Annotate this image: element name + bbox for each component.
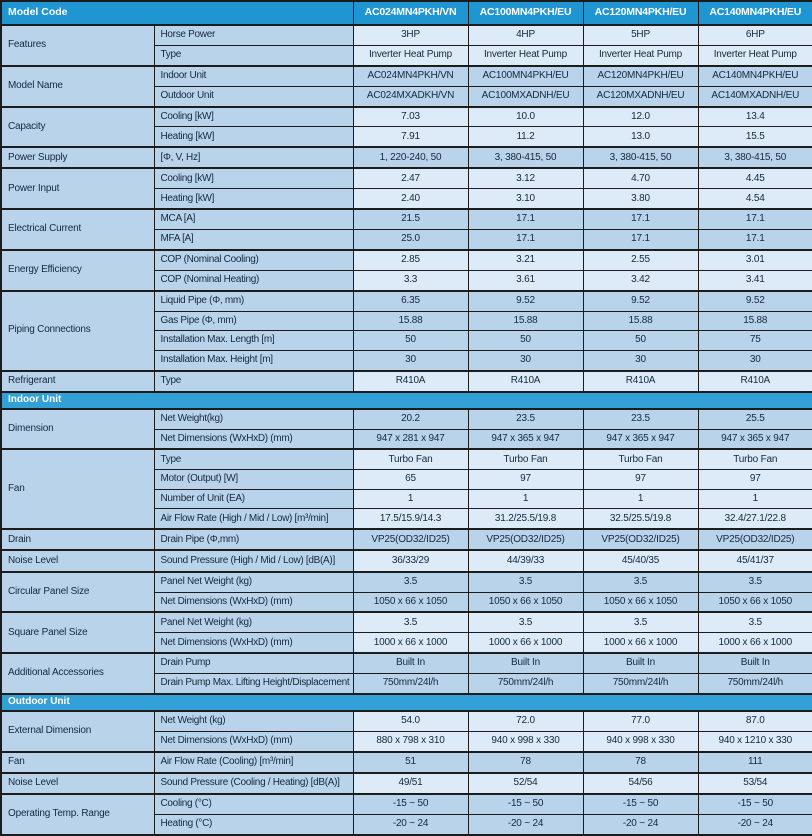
model-code-ac024mn4pkh-vn: AC024MN4PKH/VN: [353, 1, 468, 25]
row-label: Air Flow Rate (Cooling) [m³/min]: [154, 752, 353, 773]
model-code-header-row: [1, 1, 812, 25]
value-cell: 947 x 365 x 947: [583, 429, 698, 449]
row-label: MCA [A]: [154, 209, 353, 229]
value-cell: Inverter Heat Pump: [698, 45, 812, 65]
value-cell: 12.0: [583, 107, 698, 127]
value-cell: 49/51: [353, 773, 468, 794]
value-cell: 3.5: [353, 572, 468, 592]
value-cell: 3.5: [583, 572, 698, 592]
value-cell: Inverter Heat Pump: [583, 45, 698, 65]
row-label: Drain Pump Max. Lifting Height/Displacement: [154, 674, 353, 694]
model-code-ac100mn4pkh-eu: AC100MN4PKH/EU: [468, 1, 583, 25]
category-power-supply: Power Supply: [1, 147, 154, 168]
value-cell: 77.0: [583, 711, 698, 731]
value-cell: 17.5/15.9/14.3: [353, 509, 468, 529]
value-cell: 17.1: [468, 230, 583, 250]
value-cell: 30: [698, 350, 812, 370]
value-cell: 940 x 998 x 330: [583, 731, 698, 751]
value-cell: 15.88: [698, 311, 812, 331]
row-label: Installation Max. Height [m]: [154, 350, 353, 370]
value-cell: 53/54: [698, 773, 812, 794]
row-label: Drain Pump: [154, 653, 353, 673]
value-cell: 97: [698, 470, 812, 490]
row-label: Net Dimensions (WxHxD) (mm): [154, 592, 353, 612]
value-cell: 78: [468, 752, 583, 773]
value-cell: 30: [468, 350, 583, 370]
value-cell: 3.12: [468, 168, 583, 188]
value-cell: -15 ~ 50: [698, 794, 812, 814]
value-cell: 6HP: [698, 25, 812, 45]
category-external-dimension: External Dimension: [1, 711, 154, 752]
category-dimension: Dimension: [1, 409, 154, 450]
spec-row-power-input-cooling-kw: [1, 168, 812, 188]
value-cell: VP25(OD32/ID25): [583, 529, 698, 550]
value-cell: 3.01: [698, 250, 812, 270]
row-label: Cooling (°C): [154, 794, 353, 814]
value-cell: 23.5: [468, 409, 583, 429]
value-cell: AC120MXADNH/EU: [583, 86, 698, 106]
value-cell: 75: [698, 331, 812, 351]
category-power-input: Power Input: [1, 168, 154, 209]
row-label: Net Dimensions (WxHxD) (mm): [154, 731, 353, 751]
spec-row-energy-efficiency-cop-nominal-cooling: [1, 250, 812, 270]
category-fan: Fan: [1, 752, 154, 773]
value-cell: 4.54: [698, 189, 812, 209]
category-model-name: Model Name: [1, 66, 154, 107]
value-cell: 750mm/24l/h: [353, 674, 468, 694]
value-cell: 17.1: [583, 230, 698, 250]
value-cell: 3HP: [353, 25, 468, 45]
value-cell: 44/39/33: [468, 550, 583, 571]
category-circular-panel-size: Circular Panel Size: [1, 572, 154, 613]
value-cell: 9.52: [583, 291, 698, 311]
value-cell: 947 x 365 x 947: [698, 429, 812, 449]
value-cell: 3.5: [468, 612, 583, 632]
value-cell: 3.5: [698, 572, 812, 592]
row-label: Sound Pressure (High / Mid / Low) [dB(A)]: [154, 550, 353, 571]
value-cell: 17.1: [583, 209, 698, 229]
value-cell: 2.47: [353, 168, 468, 188]
value-cell: 9.52: [698, 291, 812, 311]
spec-row-model-name-indoor-unit: [1, 66, 812, 86]
row-label: Heating [kW]: [154, 189, 353, 209]
category-refrigerant: Refrigerant: [1, 371, 154, 392]
row-label: Outdoor Unit: [154, 86, 353, 106]
row-label: [Φ, V, Hz]: [154, 147, 353, 168]
spec-row-piping-connections-liquid-pipe-mm: [1, 291, 812, 311]
value-cell: 45/41/37: [698, 550, 812, 571]
value-cell: 15.88: [583, 311, 698, 331]
spec-row-additional-accessories-drain-pump: [1, 653, 812, 673]
value-cell: 7.03: [353, 107, 468, 127]
spec-row-operating-temp-range-cooling-c: [1, 794, 812, 814]
value-cell: 750mm/24l/h: [583, 674, 698, 694]
row-label: Drain Pipe (Φ,mm): [154, 529, 353, 550]
value-cell: R410A: [468, 371, 583, 392]
value-cell: 87.0: [698, 711, 812, 731]
value-cell: 51: [353, 752, 468, 773]
row-label: Type: [154, 45, 353, 65]
spec-row-refrigerant-type: [1, 371, 812, 392]
row-label: Sound Pressure (Cooling / Heating) [dB(A)]: [154, 773, 353, 794]
value-cell: 1000 x 66 x 1000: [468, 633, 583, 653]
row-label: Cooling [kW]: [154, 107, 353, 127]
row-label: Panel Net Weight (kg): [154, 572, 353, 592]
value-cell: 111: [698, 752, 812, 773]
section-banner-outdoor-unit: [1, 694, 812, 711]
value-cell: Inverter Heat Pump: [468, 45, 583, 65]
value-cell: 54/56: [583, 773, 698, 794]
value-cell: 2.55: [583, 250, 698, 270]
value-cell: 1: [698, 489, 812, 509]
spec-row-square-panel-size-panel-net-weight-kg: [1, 612, 812, 632]
spec-row-fan-air-flow-rate-cooling-m-min: [1, 752, 812, 773]
value-cell: 97: [583, 470, 698, 490]
value-cell: 31.2/25.5/19.8: [468, 509, 583, 529]
value-cell: 3.3: [353, 270, 468, 290]
value-cell: 1050 x 66 x 1050: [583, 592, 698, 612]
value-cell: 30: [583, 350, 698, 370]
value-cell: 13.0: [583, 127, 698, 147]
value-cell: 2.40: [353, 189, 468, 209]
value-cell: R410A: [698, 371, 812, 392]
category-piping-connections: Piping Connections: [1, 291, 154, 371]
value-cell: AC024MXADKH/VN: [353, 86, 468, 106]
value-cell: -20 ~ 24: [698, 815, 812, 836]
value-cell: -20 ~ 24: [468, 815, 583, 836]
value-cell: 17.1: [698, 230, 812, 250]
model-code-ac120mn4pkh-eu: AC120MN4PKH/EU: [583, 1, 698, 25]
row-label: COP (Nominal Cooling): [154, 250, 353, 270]
value-cell: -20 ~ 24: [353, 815, 468, 836]
value-cell: 3, 380-415, 50: [583, 147, 698, 168]
value-cell: 1000 x 66 x 1000: [353, 633, 468, 653]
value-cell: AC024MN4PKH/VN: [353, 66, 468, 86]
value-cell: Turbo Fan: [468, 449, 583, 469]
spec-row-external-dimension-net-weight-kg: [1, 711, 812, 731]
category-noise-level: Noise Level: [1, 773, 154, 794]
value-cell: 13.4: [698, 107, 812, 127]
row-label: Net Weight (kg): [154, 711, 353, 731]
value-cell: 30: [353, 350, 468, 370]
value-cell: 2.85: [353, 250, 468, 270]
value-cell: 23.5: [583, 409, 698, 429]
value-cell: 1: [583, 489, 698, 509]
value-cell: 50: [468, 331, 583, 351]
value-cell: 50: [353, 331, 468, 351]
value-cell: -20 ~ 24: [583, 815, 698, 836]
spec-row-noise-level-sound-pressure-high-mid-low-db-a: [1, 550, 812, 571]
value-cell: 3.21: [468, 250, 583, 270]
value-cell: 3.42: [583, 270, 698, 290]
value-cell: 5HP: [583, 25, 698, 45]
value-cell: 4.45: [698, 168, 812, 188]
value-cell: AC140MXADNH/EU: [698, 86, 812, 106]
value-cell: 1: [353, 489, 468, 509]
value-cell: VP25(OD32/ID25): [468, 529, 583, 550]
spec-row-dimension-net-weight-kg: [1, 409, 812, 429]
value-cell: 45/40/35: [583, 550, 698, 571]
value-cell: 52/54: [468, 773, 583, 794]
value-cell: 25.5: [698, 409, 812, 429]
value-cell: 880 x 798 x 310: [353, 731, 468, 751]
section-banner-indoor-unit: [1, 392, 812, 409]
value-cell: -15 ~ 50: [353, 794, 468, 814]
category-operating-temp-range: Operating Temp. Range: [1, 794, 154, 835]
category-capacity: Capacity: [1, 107, 154, 148]
value-cell: 1050 x 66 x 1050: [698, 592, 812, 612]
value-cell: 15.5: [698, 127, 812, 147]
model-code-ac140mn4pkh-eu: AC140MN4PKH/EU: [698, 1, 812, 25]
row-label: Number of Unit (EA): [154, 489, 353, 509]
section-banner-label: Outdoor Unit: [1, 694, 812, 711]
value-cell: -15 ~ 50: [468, 794, 583, 814]
value-cell: 17.1: [698, 209, 812, 229]
value-cell: 65: [353, 470, 468, 490]
value-cell: 97: [468, 470, 583, 490]
value-cell: 940 x 1210 x 330: [698, 731, 812, 751]
value-cell: 1000 x 66 x 1000: [698, 633, 812, 653]
row-label: Liquid Pipe (Φ, mm): [154, 291, 353, 311]
spec-row-features-horse-power: [1, 25, 812, 45]
spec-row-noise-level-sound-pressure-cooling-heating-db-a: [1, 773, 812, 794]
value-cell: 3.41: [698, 270, 812, 290]
value-cell: 6.35: [353, 291, 468, 311]
value-cell: 1050 x 66 x 1050: [468, 592, 583, 612]
value-cell: 4.70: [583, 168, 698, 188]
value-cell: Turbo Fan: [698, 449, 812, 469]
spec-row-electrical-current-mca-a: [1, 209, 812, 229]
value-cell: Built In: [468, 653, 583, 673]
value-cell: AC140MN4PKH/EU: [698, 66, 812, 86]
value-cell: AC100MXADNH/EU: [468, 86, 583, 106]
category-drain: Drain: [1, 529, 154, 550]
value-cell: 1: [468, 489, 583, 509]
spec-row-drain-drain-pipe-mm: [1, 529, 812, 550]
value-cell: 54.0: [353, 711, 468, 731]
row-label: Horse Power: [154, 25, 353, 45]
spec-row-circular-panel-size-panel-net-weight-kg: [1, 572, 812, 592]
category-noise-level: Noise Level: [1, 550, 154, 571]
value-cell: R410A: [583, 371, 698, 392]
row-label: Net Dimensions (WxHxD) (mm): [154, 429, 353, 449]
value-cell: 3.5: [698, 612, 812, 632]
category-energy-efficiency: Energy Efficiency: [1, 250, 154, 291]
row-label: MFA [A]: [154, 230, 353, 250]
value-cell: 36/33/29: [353, 550, 468, 571]
value-cell: 3.5: [583, 612, 698, 632]
row-label: Heating [kW]: [154, 127, 353, 147]
row-label: Panel Net Weight (kg): [154, 612, 353, 632]
value-cell: 17.1: [468, 209, 583, 229]
value-cell: 72.0: [468, 711, 583, 731]
row-label: Net Weight(kg): [154, 409, 353, 429]
value-cell: -15 ~ 50: [583, 794, 698, 814]
category-electrical-current: Electrical Current: [1, 209, 154, 250]
value-cell: Inverter Heat Pump: [353, 45, 468, 65]
value-cell: 3, 380-415, 50: [468, 147, 583, 168]
model-code-title: Model Code: [1, 1, 353, 25]
value-cell: VP25(OD32/ID25): [698, 529, 812, 550]
row-label: Type: [154, 371, 353, 392]
value-cell: 32.5/25.5/19.8: [583, 509, 698, 529]
value-cell: 3.10: [468, 189, 583, 209]
value-cell: AC120MN4PKH/EU: [583, 66, 698, 86]
value-cell: 1000 x 66 x 1000: [583, 633, 698, 653]
row-label: Net Dimensions (WxHxD) (mm): [154, 633, 353, 653]
value-cell: 750mm/24l/h: [698, 674, 812, 694]
value-cell: 750mm/24l/h: [468, 674, 583, 694]
spec-table-body: [1, 1, 812, 835]
value-cell: 3.61: [468, 270, 583, 290]
spec-row-fan-type: [1, 449, 812, 469]
value-cell: 21.5: [353, 209, 468, 229]
spec-row-capacity-cooling-kw: [1, 107, 812, 127]
row-label: Air Flow Rate (High / Mid / Low) [m³/min]: [154, 509, 353, 529]
value-cell: 9.52: [468, 291, 583, 311]
row-label: Installation Max. Length [m]: [154, 331, 353, 351]
row-label: Cooling [kW]: [154, 168, 353, 188]
value-cell: R410A: [353, 371, 468, 392]
value-cell: 15.88: [353, 311, 468, 331]
row-label: Type: [154, 449, 353, 469]
category-square-panel-size: Square Panel Size: [1, 612, 154, 653]
spec-row-power-supply-v-hz: [1, 147, 812, 168]
value-cell: 4HP: [468, 25, 583, 45]
value-cell: 940 x 998 x 330: [468, 731, 583, 751]
value-cell: Turbo Fan: [353, 449, 468, 469]
value-cell: 10.0: [468, 107, 583, 127]
value-cell: 947 x 281 x 947: [353, 429, 468, 449]
value-cell: Built In: [583, 653, 698, 673]
category-features: Features: [1, 25, 154, 66]
row-label: COP (Nominal Heating): [154, 270, 353, 290]
row-label: Heating (°C): [154, 815, 353, 836]
value-cell: 15.88: [468, 311, 583, 331]
row-label: Indoor Unit: [154, 66, 353, 86]
value-cell: 50: [583, 331, 698, 351]
value-cell: 32.4/27.1/22.8: [698, 509, 812, 529]
value-cell: 11.2: [468, 127, 583, 147]
row-label: Gas Pipe (Φ, mm): [154, 311, 353, 331]
value-cell: 25.0: [353, 230, 468, 250]
value-cell: 7.91: [353, 127, 468, 147]
value-cell: Built In: [353, 653, 468, 673]
value-cell: 1, 220-240, 50: [353, 147, 468, 168]
value-cell: 947 x 365 x 947: [468, 429, 583, 449]
value-cell: Turbo Fan: [583, 449, 698, 469]
category-fan: Fan: [1, 449, 154, 529]
value-cell: VP25(OD32/ID25): [353, 529, 468, 550]
value-cell: 3.80: [583, 189, 698, 209]
value-cell: 3, 380-415, 50: [698, 147, 812, 168]
section-banner-label: Indoor Unit: [1, 392, 812, 409]
value-cell: Built In: [698, 653, 812, 673]
value-cell: 3.5: [468, 572, 583, 592]
value-cell: 3.5: [353, 612, 468, 632]
value-cell: 20.2: [353, 409, 468, 429]
value-cell: 78: [583, 752, 698, 773]
row-label: Motor (Output) [W]: [154, 470, 353, 490]
value-cell: 1050 x 66 x 1050: [353, 592, 468, 612]
value-cell: AC100MN4PKH/EU: [468, 66, 583, 86]
category-additional-accessories: Additional Accessories: [1, 653, 154, 694]
